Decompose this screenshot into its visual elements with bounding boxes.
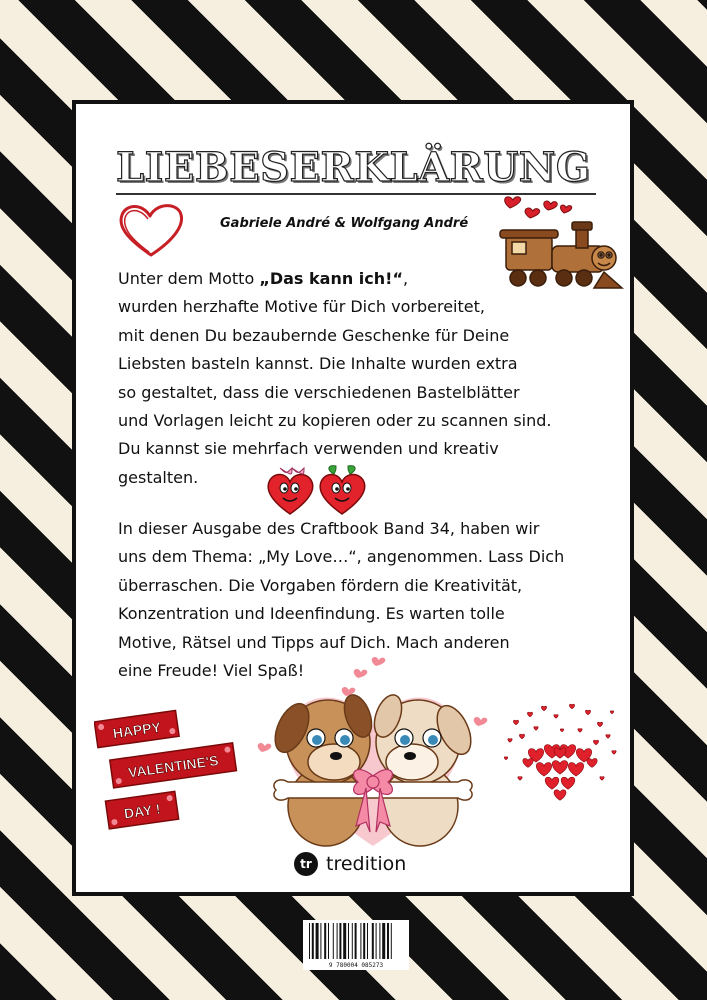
paragraph-line: gestalten.	[118, 467, 199, 487]
publisher-name: tredition	[326, 853, 407, 875]
heart-characters-icon	[262, 462, 372, 518]
small-heart	[552, 761, 567, 775]
small-heart	[508, 739, 512, 743]
barcode-bar	[328, 923, 329, 959]
small-heart	[587, 758, 597, 767]
small-heart	[610, 711, 613, 714]
paragraph-line: überraschen. Die Vorgaben fördern die Kreativität,	[118, 575, 523, 595]
paragraph-line: In dieser Ausgabe des Craftbook Band 34, haben wir	[118, 519, 540, 538]
small-heart	[541, 706, 546, 711]
small-heart	[560, 729, 563, 732]
paragraph-line: uns dem Thema: „My Love…“, angenommen. Lass Dich	[118, 547, 565, 567]
barcode-bar	[337, 923, 338, 959]
small-heart	[606, 735, 610, 739]
barcode-bars	[303, 920, 409, 962]
small-heart	[554, 715, 558, 719]
small-heart	[545, 777, 559, 789]
small-heart	[554, 748, 566, 759]
barcode-bar	[367, 923, 368, 959]
small-heart	[593, 740, 598, 745]
small-heart	[523, 758, 533, 767]
isbn-barcode	[303, 920, 409, 970]
small-heart	[561, 777, 575, 789]
heart-outline-icon	[116, 200, 186, 260]
cover-panel	[72, 100, 634, 896]
barcode-bar	[382, 923, 385, 959]
barcode-bar	[352, 923, 353, 959]
paragraph-line: mit denen Du bezaubernde Geschenke für Deine	[118, 325, 510, 345]
paragraph-line: so gestaltet, dass die verschiedenen Bastelblätter	[118, 382, 520, 402]
barcode-digits: 9 780004 085273	[328, 962, 384, 969]
small-heart	[585, 710, 590, 715]
small-heart	[504, 757, 507, 760]
paragraph-line: Liebsten basteln kannst. Die Inhalte wurden extra	[118, 354, 518, 374]
barcode-bar	[363, 923, 365, 959]
small-heart	[519, 734, 524, 739]
barcode-bar	[355, 923, 357, 959]
small-heart	[600, 777, 604, 781]
motto-suffix: ,	[402, 269, 409, 288]
small-heart	[536, 763, 551, 777]
publisher	[294, 852, 406, 876]
paragraph-line: eine Freude! Viel Spaß!	[118, 661, 305, 681]
valentine-line3: DAY !	[122, 800, 162, 822]
motto-prefix: Unter dem Motto	[118, 269, 260, 288]
small-heart	[569, 704, 574, 709]
valentine-sign	[94, 702, 244, 842]
small-heart	[578, 729, 582, 733]
small-heart	[568, 763, 583, 777]
barcode-bar	[348, 923, 349, 959]
barcode-bar	[333, 923, 334, 959]
barcode-bar	[387, 923, 389, 959]
small-heart	[513, 720, 518, 725]
barcode-bar	[360, 923, 361, 959]
puppies-illustration	[248, 656, 498, 856]
barcode-bar	[372, 923, 374, 959]
small-heart	[612, 751, 616, 755]
barcode-bar	[309, 923, 310, 959]
barcode-bar	[312, 923, 314, 959]
paragraph-line: Konzentration und Ideenfindung. Es warten tolle	[118, 604, 505, 624]
small-heart	[527, 712, 532, 717]
authors: Gabriele André & Wolfgang André	[220, 216, 469, 231]
barcode-bar	[324, 923, 326, 959]
small-heart	[554, 790, 566, 801]
paragraph-line: wurden herzhafte Motive für Dich vorbereitet,	[118, 297, 485, 317]
paragraph-line: Motive, Rätsel und Tipps auf Dich. Mach anderen	[118, 632, 510, 652]
small-heart	[597, 722, 602, 727]
small-heart	[518, 777, 522, 781]
valentine-line2: VALENTINE'S	[127, 752, 220, 781]
motto-bold: „Das kann ich!“	[259, 269, 403, 288]
paragraph-line: Du kannst sie mehrfach verwenden und kreativ	[118, 439, 499, 459]
book-title: LIEBESERKLÄRUNG	[116, 144, 596, 195]
barcode-bar	[316, 923, 319, 959]
barcode-bar	[343, 923, 346, 959]
barcode-bar	[391, 923, 392, 959]
barcode-bar	[376, 923, 377, 959]
heart-cluster-icon	[496, 692, 626, 812]
barcode-bar	[339, 923, 341, 959]
barcode-bar	[379, 923, 380, 959]
small-heart	[534, 727, 538, 731]
barcode-bar	[320, 923, 321, 959]
valentine-line1: HAPPY	[111, 718, 162, 742]
tredition-logo-icon: tr	[294, 852, 318, 876]
paragraph-line: und Vorlagen leicht zu kopieren oder zu scannen sind.	[118, 411, 552, 431]
motto-line	[118, 265, 618, 293]
paragraph-intro	[118, 265, 618, 492]
